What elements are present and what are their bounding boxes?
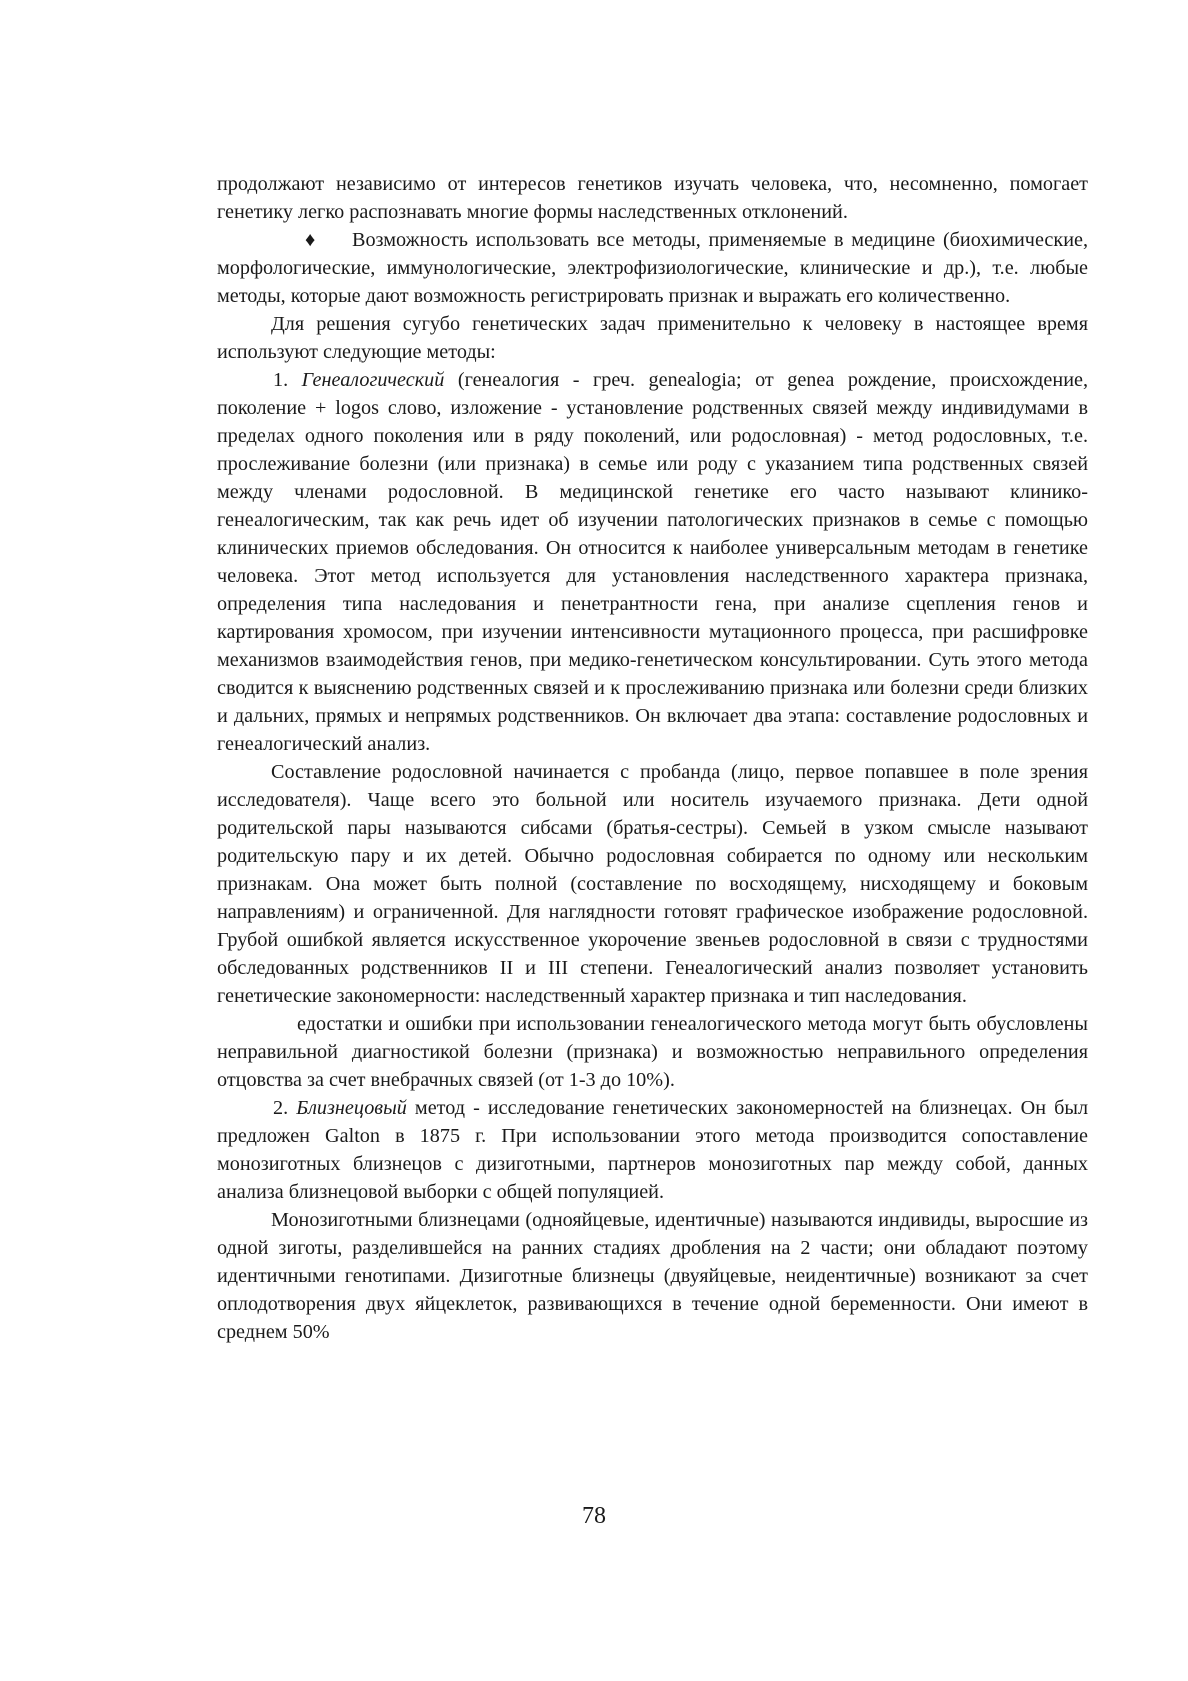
paragraph-continuation: продолжают независимо от интересов генетиков изучать человека, что, несомненно, помогает генетику легко распознавать многие формы наследственных отклонений. (217, 173, 1088, 223)
item-number: 1. (273, 369, 289, 391)
paragraph-genealogical-method: 1. Генеалогический (генеалогия - греч. genealogia; от genea рождение, происхождение, поколение + logos слово, изложение - установление родственных связей между индивидумами в пределах одного поколения или в ряду поколений, или родословная) - метод родословных, т.е. прослеживание болезни (или признака) в семье или роду с указанием типа родственных связей между членами родословной. В медицинской генетике его часто называют клинико-генеалогическим, так как речь идет об изучении патологических признаков в семье с помощью клинических приемов обследования. Он относится к наиболее универсальным методам в генетике человека. Этот метод используется для установления наследственного характера признака, определения типа наследования и пенетрантности гена, при анализе сцепления генов и картирования хромосом, при изучении интенсивности мутационного процесса, при расшифровке механизмов взаимодействия генов, при медико-генетическом консультировании. Суть этого метода сводится к выяснению родственных связей и к прослеживанию признака или болезни среди близких и дальних, прямых и непрямых родственников. Он включает два этапа: составление родословных и генеалогический анализ. (217, 369, 1089, 755)
method-term: Генеалогический (301, 369, 445, 391)
paragraph-method-deficiencies: едостатки и ошибки при использовании генеалогического метода могут быть обусловлены неправильной диагностикой болезни (признака) и возможностью неправильного определения отцовства за счет внебрачных связей (от 1-3 до 10%). (217, 1013, 1088, 1091)
paragraph-bullet-methods: ♦ Возможность использовать все методы, применяемые в медицине (биохимические, морфологические, иммунологические, электрофизиологические, клинические и др.), т.е. любые методы, которые дают возможность регистрировать признак и выражать его количественно. (217, 226, 1088, 310)
method-term: Близнецовый (296, 1097, 407, 1119)
body-text (217, 170, 1088, 1346)
paragraph-pedigree-compilation: Составление родословной начинается с пробанда (лицо, первое попавшее в поле зрения исследователя). Чаще всего это больной или носитель изучаемого признака. Дети одной родительской пары называются сибсами (братья-сестры). Семьей в узком смысле называют родительскую пару и их детей. Обычно родословная собирается по одному или нескольким признакам. Она может быть полной (составление по восходящему, нисходящему и боковым направлениям) и ограниченной. Для наглядности готовят графическое изображение родословной. Грубой ошибкой является искусственное укорочение звеньев родословной в связи с трудностями обследованных родственников II и III степени. Генеалогический анализ позволяет установить генетические закономерности: наследственный характер признака и тип наследования. (217, 761, 1088, 1007)
paragraph-monozygotic-twins: Монозиготными близнецами (однояйцевые, идентичные) называются индивиды, выросшие из одной зиготы, разделившейся на ранних стадиях дробления на 2 части; они обладают поэтому идентичными генотипами. Дизиготные близнецы (двуяйцевые, неидентичные) возникают за счет оплодотворения двух яйцеклеток, развивающихся в течение одной беременности. Они имеют в среднем 50% (217, 1209, 1088, 1343)
diamond-bullet-icon: ♦ (305, 229, 316, 251)
paragraph-methods-intro: Для решения сугубо генетических задач применительно к человеку в настоящее время используют следующие методы: (217, 313, 1088, 363)
item-number: 2. (273, 1097, 289, 1119)
paragraph-twin-method: 2. Близнецовый метод - исследование генетических закономерностей на близнецах. Он был предложен Galton в 1875 г. При использовании этого метода производится сопоставление монозиготных близнецов с дизиготными, партнеров монозиготных пар между собой, данных анализа близнецовой выборки с общей популяцией. (217, 1097, 1089, 1203)
page-number: 78 (582, 1503, 606, 1529)
